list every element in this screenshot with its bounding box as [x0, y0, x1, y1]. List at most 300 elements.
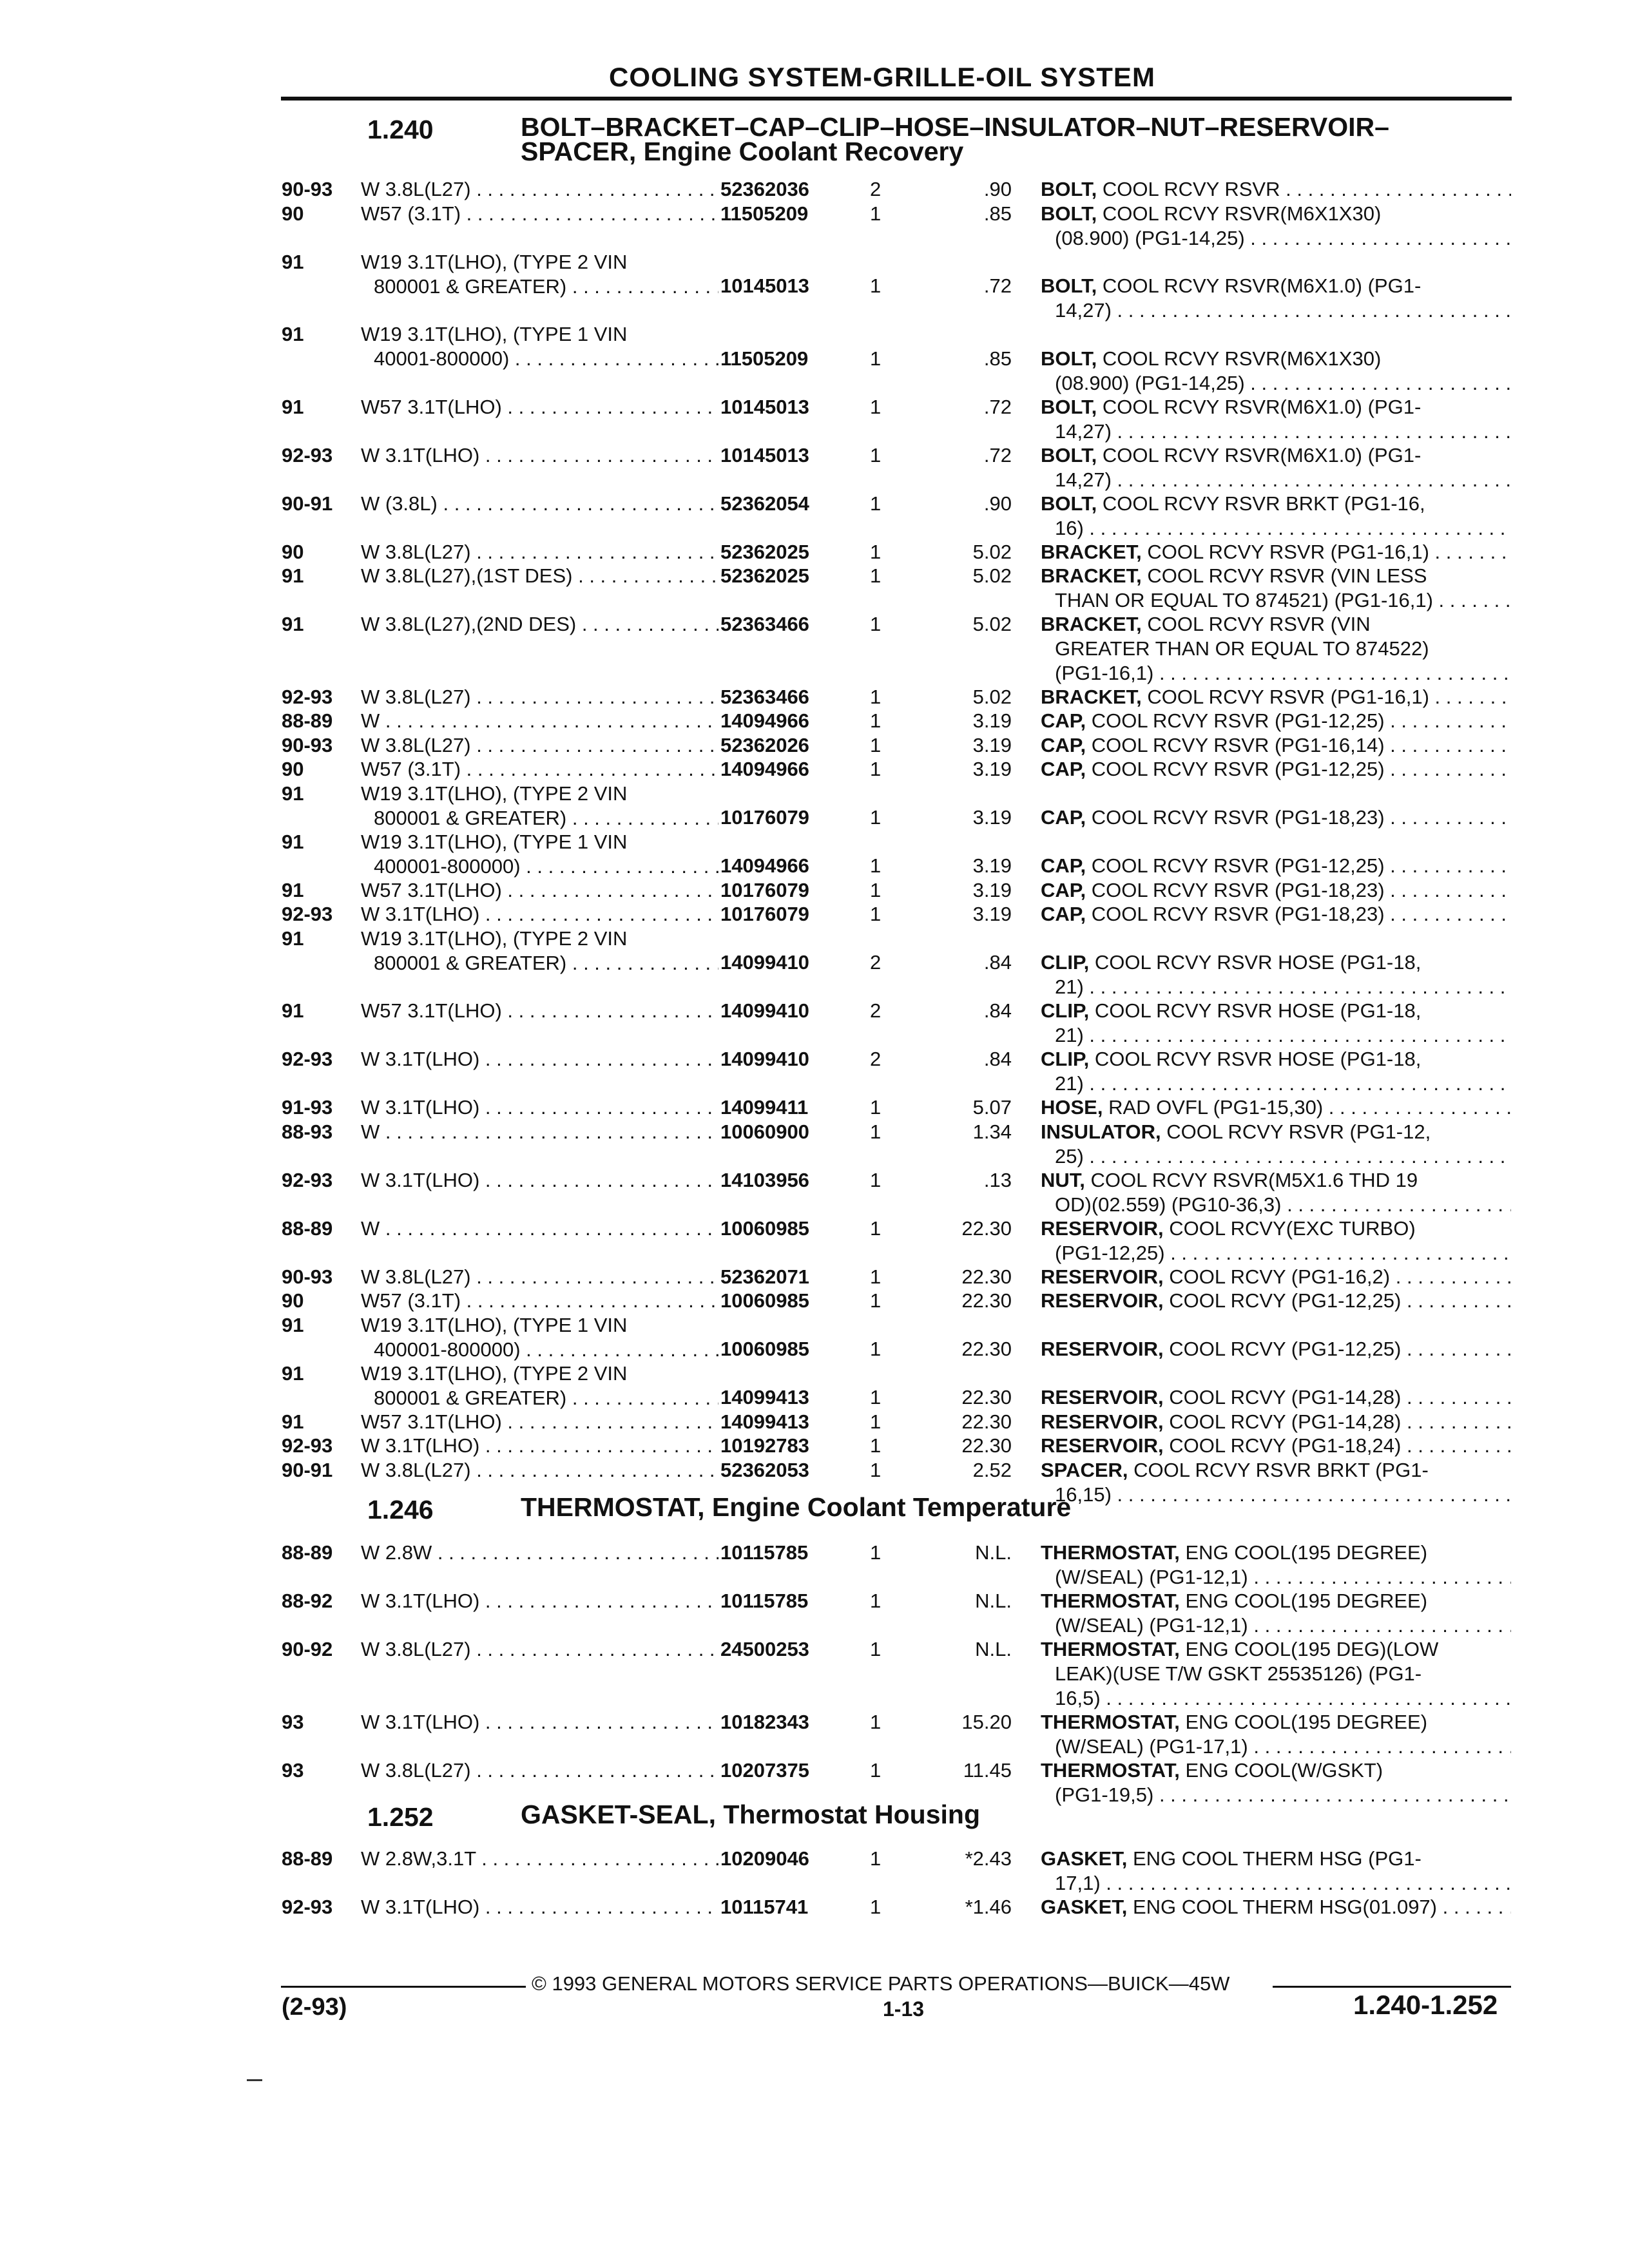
part-number: 14099413 — [720, 1410, 809, 1433]
quantity: 1 — [870, 758, 882, 780]
application — [361, 1289, 718, 1313]
application — [361, 757, 718, 782]
part-number: 10060985 — [720, 1289, 809, 1312]
price: 3.19 — [972, 878, 1012, 901]
application — [361, 1458, 718, 1483]
part-number: 52362036 — [720, 178, 809, 200]
description-line — [1041, 347, 1511, 371]
footer-section-range: 1.240-1.252 — [1353, 1990, 1498, 2020]
description-text: ENG COOL THERM HSG (PG1- — [1132, 1847, 1422, 1870]
description — [1041, 1047, 1511, 1096]
description-line — [1041, 1483, 1511, 1507]
application — [361, 1313, 718, 1362]
description — [1041, 1758, 1511, 1807]
description — [1041, 999, 1511, 1048]
description — [1041, 757, 1511, 782]
application-line: W 3.1T(LHO) . . . — [361, 1168, 718, 1193]
price: 15.20 — [961, 1710, 1012, 1733]
description-text: COOL RCVY RSVR (PG1-12, — [1166, 1120, 1431, 1143]
application-line: W57 3.1T(LHO) . . . — [361, 395, 718, 419]
description-text: COOL RCVY RSVR (PG1-16,14) — [1091, 733, 1385, 756]
part-number: 52362053 — [720, 1458, 809, 1481]
description-text: COOL RCVY RSVR(M6X1X30) — [1102, 347, 1382, 370]
description-keyword: RESERVOIR, — [1041, 1434, 1164, 1457]
description-line — [1041, 975, 1511, 999]
description-keyword: BRACKET, — [1041, 685, 1142, 708]
part-number: 14099413 — [720, 1386, 809, 1408]
description — [1041, 878, 1511, 903]
model-years: 93 — [282, 1710, 304, 1733]
model-years: 91 — [282, 395, 304, 418]
description-keyword: CAP, — [1041, 709, 1086, 732]
description-text: 25) — [1055, 1144, 1084, 1168]
description-text: ENG COOL(195 DEGREE) — [1185, 1710, 1428, 1733]
price: 22.30 — [961, 1289, 1012, 1312]
header-rule — [281, 97, 1512, 101]
application — [361, 395, 718, 419]
description-text: ENG COOL THERM HSG(01.097) — [1132, 1896, 1437, 1918]
application-line: W57 3.1T(LHO) . . . — [361, 999, 718, 1023]
description-line — [1041, 1895, 1511, 1919]
application-line: W 3.1T(LHO) . . . — [361, 902, 718, 927]
description-keyword: RESERVOIR, — [1041, 1216, 1164, 1240]
description-line — [1041, 1023, 1511, 1048]
description-keyword: BOLT, — [1041, 492, 1097, 515]
application — [361, 1168, 718, 1193]
description-text: ENG COOL(195 DEGREE) — [1185, 1541, 1428, 1564]
description-keyword: BOLT, — [1041, 274, 1097, 297]
part-number: 10176079 — [720, 903, 809, 925]
description-keyword: CAP, — [1041, 903, 1086, 925]
model-years: 90-92 — [282, 1638, 333, 1660]
footer-page-number: 1-13 — [883, 1997, 925, 2021]
description-line — [1041, 1289, 1511, 1313]
part-number: 52362025 — [720, 564, 809, 587]
model-years: 90 — [282, 758, 304, 780]
price: 3.19 — [972, 854, 1012, 877]
price: .84 — [983, 999, 1012, 1022]
model-years: 91-93 — [282, 1096, 333, 1119]
description-line — [1041, 516, 1511, 541]
model-years: 91 — [282, 1410, 304, 1433]
part-number: 10060900 — [720, 1120, 809, 1143]
description-text: (W/SEAL) (PG1-12,1) — [1055, 1566, 1248, 1588]
description-line — [1041, 1144, 1511, 1169]
application-line: W 3.1T(LHO) . . . — [361, 1710, 718, 1735]
model-years: 91 — [282, 1313, 304, 1336]
description-line — [1041, 733, 1511, 758]
description — [1041, 902, 1511, 927]
description-line — [1041, 1337, 1511, 1361]
quantity: 1 — [870, 1710, 882, 1733]
price: N.L. — [975, 1590, 1012, 1612]
page-header: COOLING SYSTEM-GRILLE-OIL SYSTEM — [609, 62, 1155, 92]
description-text: (PG1-19,5) — [1055, 1783, 1154, 1806]
description-text: COOL RCVY (PG1-14,28) — [1169, 1410, 1402, 1433]
description-text: (08.900) (PG1-14,25) — [1055, 226, 1245, 249]
part-number: 10176079 — [720, 878, 809, 901]
part-number: 14094966 — [720, 758, 809, 780]
price: .90 — [983, 178, 1012, 200]
application-line: W 3.1T(LHO) . . . — [361, 1095, 718, 1120]
description-text: (PG1-12,25) — [1055, 1241, 1165, 1264]
quantity: 1 — [870, 1265, 882, 1288]
model-years: 88-89 — [282, 709, 333, 732]
model-years: 92-93 — [282, 1168, 333, 1191]
scan-mark — [247, 2079, 262, 2081]
price: 3.19 — [972, 709, 1012, 732]
quantity: 1 — [870, 1216, 882, 1240]
section-number: 1.246 — [367, 1495, 434, 1524]
description-text: (W/SEAL) (PG1-17,1) — [1055, 1735, 1248, 1758]
description-text: COOL RCVY RSVR HOSE (PG1-18, — [1094, 999, 1422, 1022]
description-line — [1041, 902, 1511, 927]
application — [361, 177, 718, 202]
description-line — [1041, 1589, 1511, 1613]
application — [361, 902, 718, 927]
section-heading-line: SPACER, Engine Coolant Recovery — [521, 137, 964, 166]
section-number: 1.252 — [367, 1802, 434, 1832]
application — [361, 1847, 718, 1871]
description-keyword: CAP, — [1041, 733, 1086, 756]
description-keyword: BRACKET, — [1041, 613, 1142, 635]
description — [1041, 709, 1511, 733]
description-keyword: CAP, — [1041, 758, 1086, 780]
application — [361, 1361, 718, 1410]
application-line: 400001-800000) . . . — [361, 854, 718, 879]
description-keyword: BOLT, — [1041, 178, 1097, 200]
description — [1041, 1458, 1511, 1507]
application — [361, 830, 718, 879]
description-keyword: CLIP, — [1041, 999, 1090, 1022]
description — [1041, 1168, 1511, 1217]
description-line — [1041, 1541, 1511, 1565]
description-line — [1041, 1241, 1511, 1265]
model-years: 92-93 — [282, 1048, 333, 1070]
quantity: 1 — [870, 1386, 882, 1408]
application — [361, 1541, 718, 1565]
description — [1041, 1434, 1511, 1458]
application-line: 400001-800000) . . . — [361, 1338, 718, 1362]
description-line — [1041, 661, 1511, 686]
application-line: W 3.8L(L27),(1ST DES) . . . — [361, 564, 718, 588]
model-years: 92-93 — [282, 685, 333, 708]
application — [361, 322, 718, 371]
description-line — [1041, 709, 1511, 733]
model-years: 88-93 — [282, 1120, 333, 1143]
description-text: COOL RCVY RSVR (PG1-16,1) — [1147, 540, 1429, 563]
application — [361, 999, 718, 1023]
price: *2.43 — [965, 1847, 1012, 1870]
description-text: (W/SEAL) (PG1-12,1) — [1055, 1614, 1248, 1637]
description-keyword: GASKET, — [1041, 1896, 1128, 1918]
quantity: 1 — [870, 613, 882, 635]
application-line: W19 3.1T(LHO), (TYPE 2 VIN — [361, 782, 628, 805]
description-text: COOL RCVY RSVR (PG1-16,1) — [1147, 685, 1429, 708]
application-line: W 3.8L(L27) . . . — [361, 177, 718, 202]
description-line — [1041, 612, 1511, 637]
quantity: 1 — [870, 1096, 882, 1119]
quantity: 2 — [870, 178, 882, 200]
application-line: W 2.8W . . . — [361, 1541, 718, 1565]
model-years: 91 — [282, 323, 304, 345]
description-keyword: THERMOSTAT, — [1041, 1710, 1180, 1733]
description-keyword: THERMOSTAT, — [1041, 1758, 1180, 1782]
application — [361, 927, 718, 975]
quantity: 1 — [870, 202, 882, 225]
application-line: W57 (3.1T) . . . — [361, 1289, 718, 1313]
application — [361, 1710, 718, 1735]
description-line — [1041, 1637, 1511, 1662]
quantity: 1 — [870, 878, 882, 901]
description-text: 14,27) — [1055, 299, 1112, 322]
application-line: W19 3.1T(LHO), (TYPE 1 VIN — [361, 323, 628, 345]
model-years: 91 — [282, 250, 304, 273]
model-years: 90-93 — [282, 1265, 333, 1288]
description-keyword: THERMOSTAT, — [1041, 1541, 1180, 1564]
description-keyword: THERMOSTAT, — [1041, 1590, 1180, 1612]
part-number: 10145013 — [720, 395, 809, 418]
description-text: 21) — [1055, 975, 1084, 998]
description — [1041, 685, 1511, 709]
section-heading-line: THERMOSTAT, Engine Coolant Temperature — [521, 1492, 1072, 1522]
description-line — [1041, 685, 1511, 709]
application-line: 800001 & GREATER) . . . — [361, 806, 718, 831]
description-keyword: RESERVOIR, — [1041, 1265, 1164, 1288]
model-years: 92-93 — [282, 443, 333, 466]
description-keyword: CLIP, — [1041, 1048, 1090, 1070]
quantity: 1 — [870, 395, 882, 418]
section-number: 1.240 — [367, 115, 434, 144]
part-number: 10192783 — [720, 1434, 809, 1457]
description-text: COOL RCVY RSVR (PG1-12,25) — [1091, 709, 1385, 732]
description-text: COOL RCVY RSVR (PG1-18,23) — [1091, 806, 1385, 829]
price: .84 — [983, 951, 1012, 974]
application — [361, 1047, 718, 1072]
part-number: 52363466 — [720, 685, 809, 708]
application — [361, 878, 718, 903]
description — [1041, 1265, 1511, 1289]
description-line — [1041, 1410, 1511, 1434]
price: .13 — [983, 1168, 1012, 1191]
description-line — [1041, 1458, 1511, 1483]
application-line: W 3.8L(L27) . . . — [361, 540, 718, 564]
quantity: 1 — [870, 733, 882, 756]
description — [1041, 1895, 1511, 1919]
application-line: W19 3.1T(LHO), (TYPE 2 VIN — [361, 927, 628, 950]
model-years: 90 — [282, 540, 304, 563]
description-keyword: CAP, — [1041, 806, 1086, 829]
part-number: 52362054 — [720, 492, 809, 515]
description — [1041, 1589, 1511, 1638]
price: 22.30 — [961, 1216, 1012, 1240]
application-line: W19 3.1T(LHO), (TYPE 2 VIN — [361, 250, 628, 273]
application-line: W 3.8L(L27) . . . — [361, 1458, 718, 1483]
price: 2.52 — [972, 1458, 1012, 1481]
section-heading-line: GASKET-SEAL, Thermostat Housing — [521, 1800, 980, 1829]
model-years: 88-89 — [282, 1847, 333, 1870]
model-years: 90-91 — [282, 492, 333, 515]
application-line: 800001 & GREATER) . . . — [361, 951, 718, 975]
application-line: W 2.8W,3.1T . . . — [361, 1847, 718, 1871]
description-keyword: CLIP, — [1041, 951, 1090, 974]
application — [361, 612, 718, 637]
description — [1041, 1337, 1511, 1361]
description — [1041, 540, 1511, 564]
description-keyword: CAP, — [1041, 854, 1086, 877]
price: 3.19 — [972, 758, 1012, 780]
description-text: (08.900) (PG1-14,25) — [1055, 371, 1245, 394]
description — [1041, 854, 1511, 878]
price: 1.34 — [972, 1120, 1012, 1143]
application-line: W 3.1T(LHO) . . . — [361, 1434, 718, 1458]
quantity: 2 — [870, 1048, 882, 1070]
description-text: COOL RCVY (PG1-16,2) — [1169, 1265, 1391, 1288]
quantity: 1 — [870, 1289, 882, 1312]
description-text: COOL RCVY RSVR HOSE (PG1-18, — [1094, 951, 1422, 974]
quantity: 1 — [870, 540, 882, 563]
description-text: COOL RCVY RSVR(M6X1X30) — [1102, 202, 1382, 225]
description-line — [1041, 1847, 1511, 1871]
application — [361, 564, 718, 588]
description-line — [1041, 1168, 1511, 1193]
quantity: 1 — [870, 1896, 882, 1918]
description-keyword: HOSE, — [1041, 1096, 1103, 1119]
description-line — [1041, 1613, 1511, 1638]
application-line: W 3.8L(L27) . . . — [361, 685, 718, 709]
quantity: 1 — [870, 1758, 882, 1782]
description — [1041, 1541, 1511, 1590]
description — [1041, 177, 1511, 202]
description-text: RAD OVFL (PG1-15,30) — [1108, 1096, 1324, 1119]
description — [1041, 1216, 1511, 1265]
description-line — [1041, 1783, 1511, 1807]
model-years: 92-93 — [282, 903, 333, 925]
description-text: 21) — [1055, 1072, 1084, 1095]
description-keyword: BOLT, — [1041, 443, 1097, 466]
application-line: W19 3.1T(LHO), (TYPE 1 VIN — [361, 1313, 628, 1336]
application-line: 800001 & GREATER) . . . — [361, 1386, 718, 1410]
description-keyword: NUT, — [1041, 1168, 1085, 1191]
price: 5.02 — [972, 564, 1012, 587]
quantity: 1 — [870, 1434, 882, 1457]
part-number: 14094966 — [720, 854, 809, 877]
price: 5.02 — [972, 540, 1012, 563]
quantity: 1 — [870, 492, 882, 515]
description-line — [1041, 854, 1511, 878]
application — [361, 443, 718, 468]
quantity: 1 — [870, 854, 882, 877]
section-heading — [521, 1492, 1072, 1522]
description-line — [1041, 1710, 1511, 1735]
application-line: W 3.8L(L27) . . . — [361, 1265, 718, 1289]
description-line — [1041, 637, 1511, 661]
part-number: 10115741 — [720, 1896, 809, 1918]
application-line: W 3.8L(L27) . . . — [361, 1637, 718, 1662]
quantity: 1 — [870, 1847, 882, 1870]
description-text: COOL RCVY RSVR (PG1-12,25) — [1091, 854, 1385, 877]
description-text: COOL RCVY (PG1-14,28) — [1169, 1386, 1402, 1408]
description-keyword: INSULATOR, — [1041, 1120, 1161, 1143]
description-line — [1041, 492, 1511, 516]
model-years: 90 — [282, 1289, 304, 1312]
price: 5.02 — [972, 613, 1012, 635]
model-years: 90-91 — [282, 1458, 333, 1481]
part-number: 14099410 — [720, 999, 809, 1022]
description-text: COOL RCVY (PG1-12,25) — [1169, 1289, 1402, 1312]
quantity: 1 — [870, 1590, 882, 1612]
description-text: ENG COOL(195 DEG)(LOW — [1185, 1638, 1439, 1660]
price: 3.19 — [972, 733, 1012, 756]
description — [1041, 733, 1511, 758]
model-years: 92-93 — [282, 1434, 333, 1457]
quantity: 1 — [870, 1458, 882, 1481]
description-line — [1041, 1216, 1511, 1241]
application — [361, 250, 718, 299]
quantity: 2 — [870, 999, 882, 1022]
description-line — [1041, 177, 1511, 202]
description-keyword: RESERVOIR, — [1041, 1289, 1164, 1312]
application — [361, 1637, 718, 1662]
description-line — [1041, 1047, 1511, 1072]
description-line — [1041, 226, 1511, 251]
model-years: 88-92 — [282, 1590, 333, 1612]
description-text: COOL RCVY RSVR (VIN LESS — [1147, 564, 1427, 587]
part-number: 10145013 — [720, 274, 809, 297]
part-number: 10115785 — [720, 1541, 809, 1564]
footer-rule-right — [1273, 1986, 1511, 1988]
description-line — [1041, 564, 1511, 588]
description-keyword: CAP, — [1041, 878, 1086, 901]
description-text: COOL RCVY RSVR (VIN — [1147, 613, 1371, 635]
part-number: 14099411 — [720, 1096, 809, 1119]
price: .72 — [983, 395, 1012, 418]
description-line — [1041, 468, 1511, 492]
price: N.L. — [975, 1541, 1012, 1564]
part-number: 10145013 — [720, 443, 809, 466]
description-line — [1041, 1385, 1511, 1410]
part-number: 10207375 — [720, 1758, 809, 1782]
description-line — [1041, 1565, 1511, 1590]
part-number: 10060985 — [720, 1216, 809, 1240]
part-number: 14103956 — [720, 1168, 809, 1191]
description-text: ENG COOL(195 DEGREE) — [1185, 1590, 1428, 1612]
description-text: COOL RCVY RSVR(M6X1.0) (PG1- — [1102, 443, 1422, 466]
description-line — [1041, 1871, 1511, 1896]
part-number: 52363466 — [720, 613, 809, 635]
description-line — [1041, 1434, 1511, 1458]
section-heading — [521, 112, 1389, 166]
description-line — [1041, 950, 1511, 975]
part-number: 11505209 — [720, 347, 809, 370]
description-keyword: BOLT, — [1041, 202, 1097, 225]
description-text: (PG1-16,1) — [1055, 662, 1154, 684]
application — [361, 1265, 718, 1289]
description-text: COOL RCVY RSVR(M5X1.6 THD 19 — [1090, 1168, 1418, 1191]
price: .84 — [983, 1048, 1012, 1070]
description-line — [1041, 540, 1511, 564]
application-line: 40001-800000) . . . — [361, 347, 718, 371]
model-years: 90 — [282, 202, 304, 225]
description-text: ENG COOL(W/GSKT) — [1185, 1758, 1383, 1782]
price: 11.45 — [963, 1758, 1012, 1782]
model-years: 91 — [282, 878, 304, 901]
description-text: 14,27) — [1055, 468, 1112, 491]
part-number: 14099410 — [720, 951, 809, 974]
description-line — [1041, 274, 1511, 298]
description-text: COOL RCVY RSVR(M6X1.0) (PG1- — [1102, 395, 1422, 418]
description-text: THAN OR EQUAL TO 874521) (PG1-16,1) — [1055, 589, 1433, 611]
